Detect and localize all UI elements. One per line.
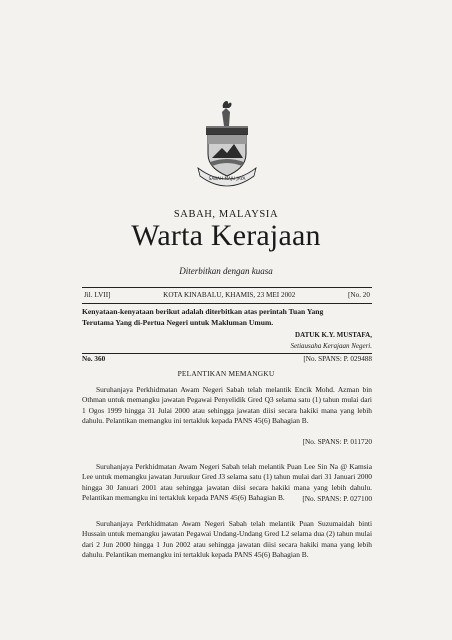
place-date: KOTA KINABALU, KHAMIS, 23 MEI 2002 [163,291,296,299]
notice-number: No. 360 [82,355,106,363]
signatory-name: DATUK K.Y. MUSTAFA, [295,331,372,339]
masthead-rule-top [82,287,372,288]
crest-motto: SABAH MAJU JAYA [208,176,246,181]
official-notice [82,307,372,328]
signatory [291,330,372,351]
notice-reference: [No. SPANS: P. 029488 [303,355,372,363]
country-label: SABAH, MALAYSIA [173,209,279,220]
section-divider [82,353,372,354]
section-heading: PELANTIKAN MEMANGKU [177,369,275,378]
volume-label: Jil. LVII] [84,291,111,299]
signatory-role: Setiausaha Kerajaan Negeri. [290,341,372,350]
reference-2: [No. SPANS: P. 027100 [302,494,372,503]
paragraph-3: Suruhanjaya Perkhidmatan Awam Negeri Sabah telah melantik Puan Suzumaidah binti Hussain untuk memangku jawatan Pegawai Undang-Undang Gred L2 selama dua (2) tahun mulai dari 2 Jun 2000 hingga 1 Jun 2002 atau sehingga jawatan diisi secara hakiki mana yang lebih dahulu. Pelantikan memangku ini tertakluk kepada PANS 45(6) Bahagian B. [82,519,372,560]
reference-1: [No. SPANS: P. 011720 [302,437,372,446]
paragraph-2: Suruhanjaya Perkhidmatan Awam Negeri Sabah telah melantik Puan Lee Sin Na @ Kamsia Lee untuk memangku jawatan Juruukur Gred J3 selama satu (1) tahun mulai dari 31 Januari 2000 hingga 30 Januari 2001 atau sehingga jawatan diisi secara hakiki mana yang lebih dahulu. Pelantikan memangku ini tertakluk kepada PANS 45(6) Bahagian B. [82,462,372,503]
masthead [84,291,370,299]
notice-line-2: Terutama Yang di-Pertua Negeri untuk Makluman Umum. [82,317,274,327]
notice-number-line [82,355,372,363]
masthead-rule-bottom [82,303,372,304]
gazette-title: Warta Kerajaan [131,219,321,252]
gazette-subtitle: Diterbitkan dengan kuasa [179,266,273,276]
issue-number: [No. 20 [348,291,370,299]
notice-line-1: Kenyataan-kenyataan berikut adalah diterbitkan atas perintah Tuan Yang [82,307,324,316]
paragraph-1: Suruhanjaya Perkhidmatan Awam Negeri Sabah telah melantik Encik Mohd. Azman bin Othman untuk memangku jawatan Pegawai Penyelidik Gred Q3 selama satu (1) tahun mulai dari 1 Ogos 1999 hingga 31 Julai 2000 atau sehingga jawatan diisi secara hakiki mana yang lebih dahulu. Pelantikan memangku ini tertakluk kepada PANS 45(6) Bahagian B. [82,385,372,426]
state-crest-icon [196,96,258,188]
